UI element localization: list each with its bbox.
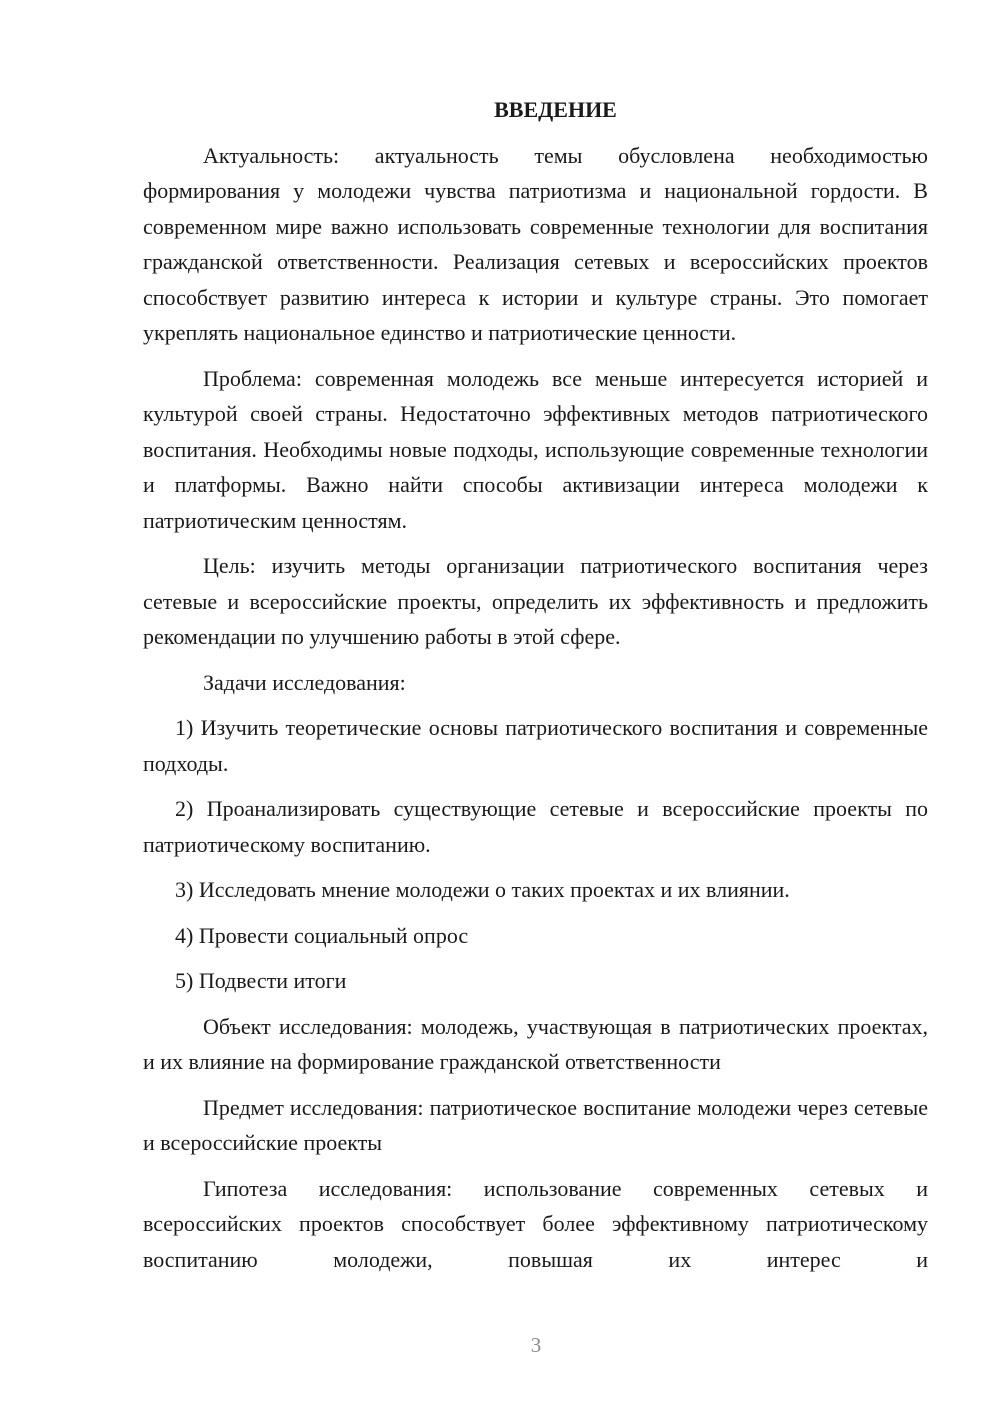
task-item: 1) Изучить теоретические основы патриотического воспитания и современные подходы. (143, 715, 928, 776)
section-heading: ВВЕДЕНИЕ (494, 97, 617, 122)
task-item: 2) Проанализировать существующие сетевые и всероссийские проекты по патриотическому воспитанию. (143, 796, 928, 857)
tasks-title: Задачи исследования: (203, 669, 406, 695)
paragraph-problem: Проблема: современная молодежь все меньше интересуется историей и культурой своей страны. Недостаточно эффективных методов патриотического воспитания. Необходимы новые подходы, использующие современные технологии и платформы. Важно найти способы активизации интереса молодежи к патриотическим ценностям. (143, 365, 928, 533)
page-number: 3 (530, 1333, 542, 1357)
task-item: 4) Провести социальный опрос (175, 922, 469, 948)
document-page (143, 92, 928, 1287)
paragraph-subject: Предмет исследования: патриотическое воспитание молодежи через сетевые и всероссийские проекты (143, 1094, 928, 1155)
paragraph-object: Объект исследования: молодежь, участвующая в патриотических проектах, и их влияние на формирование гражданской ответственности (143, 1013, 928, 1074)
task-item: 5) Подвести итоги (175, 968, 347, 993)
task-item: 3) Исследовать мнение молодежи о таких проектах и их влиянии. (175, 877, 790, 902)
paragraph-goal: Цель: изучить методы организации патриотического воспитания через сетевые и всероссийские проекты, определить их эффективность и предложить рекомендации по улучшению работы в этой сфере. (143, 553, 928, 649)
paragraph-hypothesis: Гипотеза исследования: использование современных сетевых и всероссийских проектов способствует более эффективному патриотическому воспитанию молодежи, повышая их интерес и (143, 1175, 928, 1272)
paragraph-relevance: Актуальность: актуальность темы обусловлена необходимостью формирования у молодежи чувства патриотизма и национальной гордости. В современном мире важно использовать современные технологии для воспитания гражданской ответственности. Реализация сетевых и всероссийских проектов способствует развитию интереса к истории и культуре страны. Это помогает укреплять национальное единство и патриотические ценности. (143, 142, 928, 345)
